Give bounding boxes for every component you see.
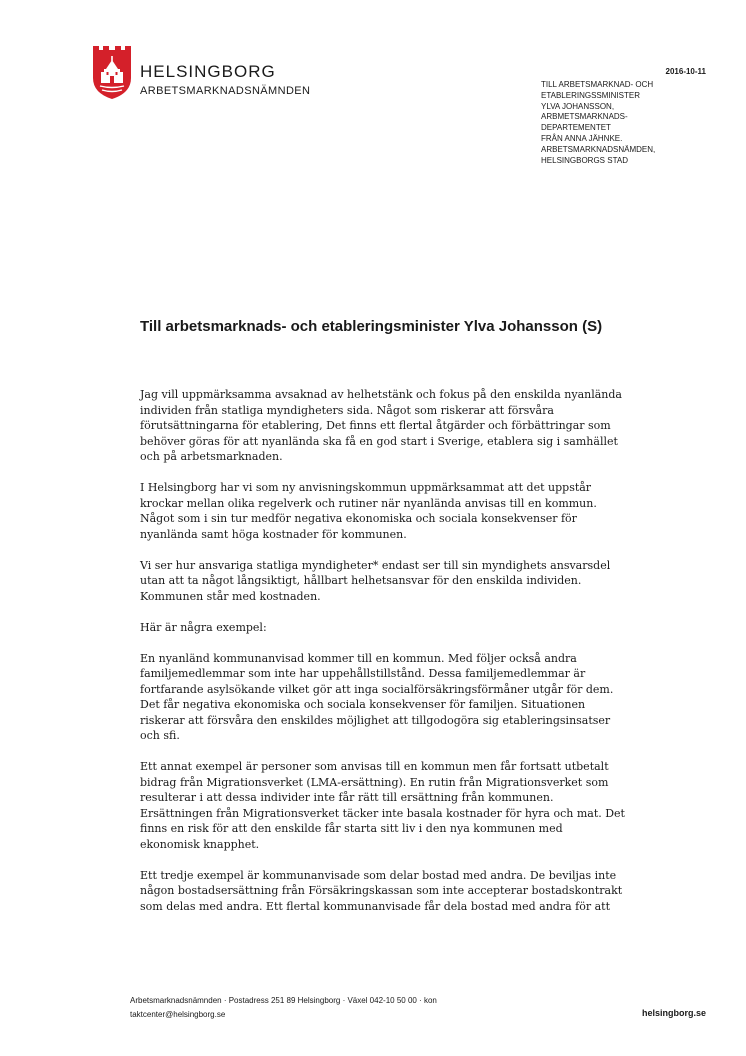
letter-title: Till arbetsmarknads- och etableringsminister Ylva Johansson (S) <box>140 318 603 335</box>
recipient-line: TILL ARBETSMARKNAD- OCH <box>541 80 654 89</box>
recipient-line: FRÅN ANNA JÄHNKE. <box>541 133 623 143</box>
paragraph-line: En nyanländ kommunanvisad kommer till en kommun. Med följer också andra <box>140 651 577 665</box>
letter-paragraph <box>140 759 630 852</box>
paragraph-line: Kommunen står med kostnaden. <box>140 589 321 603</box>
letter-paragraph <box>140 480 630 542</box>
letter-paragraph <box>140 868 630 915</box>
paragraph-line: förutsättningarna för etablering, Det finns ett flertal åtgärder och förbättringar som <box>140 419 611 432</box>
footer-address-line: Arbetsmarknadsnämnden · Postadress 251 89 Helsingborg · Växel 042-10 50 00 · kon <box>130 996 437 1005</box>
paragraph-line: individen från statliga myndigheters sida. Något som riskerar att försvåra <box>140 403 554 417</box>
letter-paragraph <box>140 387 630 465</box>
paragraph-line: Ett annat exempel är personer som anvisas till en kommun men får fortsatt utbetalt <box>140 760 609 773</box>
paragraph-line: Ersättningen från Migrationsverket täcker inte basala kostnader för hyra och mat. Det <box>140 806 625 820</box>
letter-body <box>140 387 630 930</box>
paragraph-line: utan att ta något långsiktigt, hållbart helhetsansvar för den enskilda individen. <box>140 574 582 587</box>
paragraph-line: och sfi. <box>140 729 180 742</box>
paragraph-line: Vi ser hur ansvariga statliga myndigheter* endast ser till sin myndighets ansvarsdel <box>140 558 611 572</box>
paragraph-line: ekonomisk knapphet. <box>140 837 260 851</box>
recipient-block <box>541 80 711 166</box>
paragraph-line: någon bostadsersättning från Försäkringskassan som inte accepterar bostadskontrakt <box>140 884 623 897</box>
paragraph-line: behöver göras för att nyanlända ska få en god start i Sverige, etablera sig i samhället <box>140 434 618 448</box>
paragraph-line: och på arbetsmarknaden. <box>140 450 283 463</box>
recipient-line: DEPARTEMENTET <box>541 123 611 133</box>
letter-paragraph <box>140 620 630 636</box>
letter-paragraph <box>140 651 630 744</box>
recipient-line: ARBMETSMARKNADS- <box>541 112 628 122</box>
paragraph-line: Här är några exempel: <box>140 620 267 634</box>
org-department: ARBETSMARKNADSNÄMNDEN <box>140 85 311 97</box>
paragraph-line: fortfarande asylsökande vilket gör att inga socialförsäkringsförmåner utgår för dem. <box>140 682 614 696</box>
paragraph-line: finns en risk för att den enskilde får starta sitt liv i den nya kommunen med <box>140 822 563 835</box>
paragraph-line: Det får negativa ekonomiska och sociala konsekvenser för familjen. Situationen <box>140 698 586 711</box>
paragraph-line: Jag vill uppmärksamma avsaknad av helhetstänk och fokus på den enskilda nyanlända <box>140 388 622 401</box>
recipient-line: YLVA JOHANSSON, <box>541 101 615 111</box>
paragraph-line: krockar mellan olika regelverk och rutiner när nyanlända anvisas till en kommun. <box>140 496 597 510</box>
helsingborg-crest-logo <box>92 45 132 100</box>
footer-website: helsingborg.se <box>641 1008 706 1018</box>
footer-email-line: taktcenter@helsingborg.se <box>130 1010 226 1019</box>
letter-paragraph <box>140 558 630 605</box>
paragraph-line: familjemedlemmar som inte har uppehållstillstånd. Dessa familjemedlemmar är <box>140 667 586 680</box>
paragraph-line: riskerar att försvåra den enskildes möjlighet att tillgodogöra sig etableringsinsatser <box>140 713 611 727</box>
recipient-line: ETABLERINGSSMINISTER <box>541 90 640 100</box>
paragraph-line: som delas med andra. Ett flertal kommunanvisade får dela bostad med andra för att <box>140 899 611 913</box>
paragraph-line: I Helsingborg har vi som ny anvisningskommun uppmärksammat att det uppstår <box>140 481 592 494</box>
recipient-line: ARBETSMARKNADSNÄMDEN, <box>541 144 656 154</box>
letter-date: 2016-10-11 <box>665 67 706 76</box>
paragraph-line: resulterar i att dessa individer inte får rätt till ersättning från kommunen. <box>140 791 554 804</box>
org-name: HELSINGBORG <box>140 62 276 81</box>
paragraph-line: nyanlända samt höga kostnader för kommunen. <box>140 527 407 541</box>
paragraph-line: Något som i sin tur medför negativa ekonomiska och sociala konsekvenser för <box>140 512 577 525</box>
paragraph-line: bidrag från Migrationsverket (LMA-ersättning). En rutin från Migrationsverket som <box>140 775 609 789</box>
recipient-line: HELSINGBORGS STAD <box>541 155 628 165</box>
paragraph-line: Ett tredje exempel är kommunanvisade som delar bostad med andra. De beviljas inte <box>140 868 617 882</box>
footer-contact <box>130 994 437 1022</box>
